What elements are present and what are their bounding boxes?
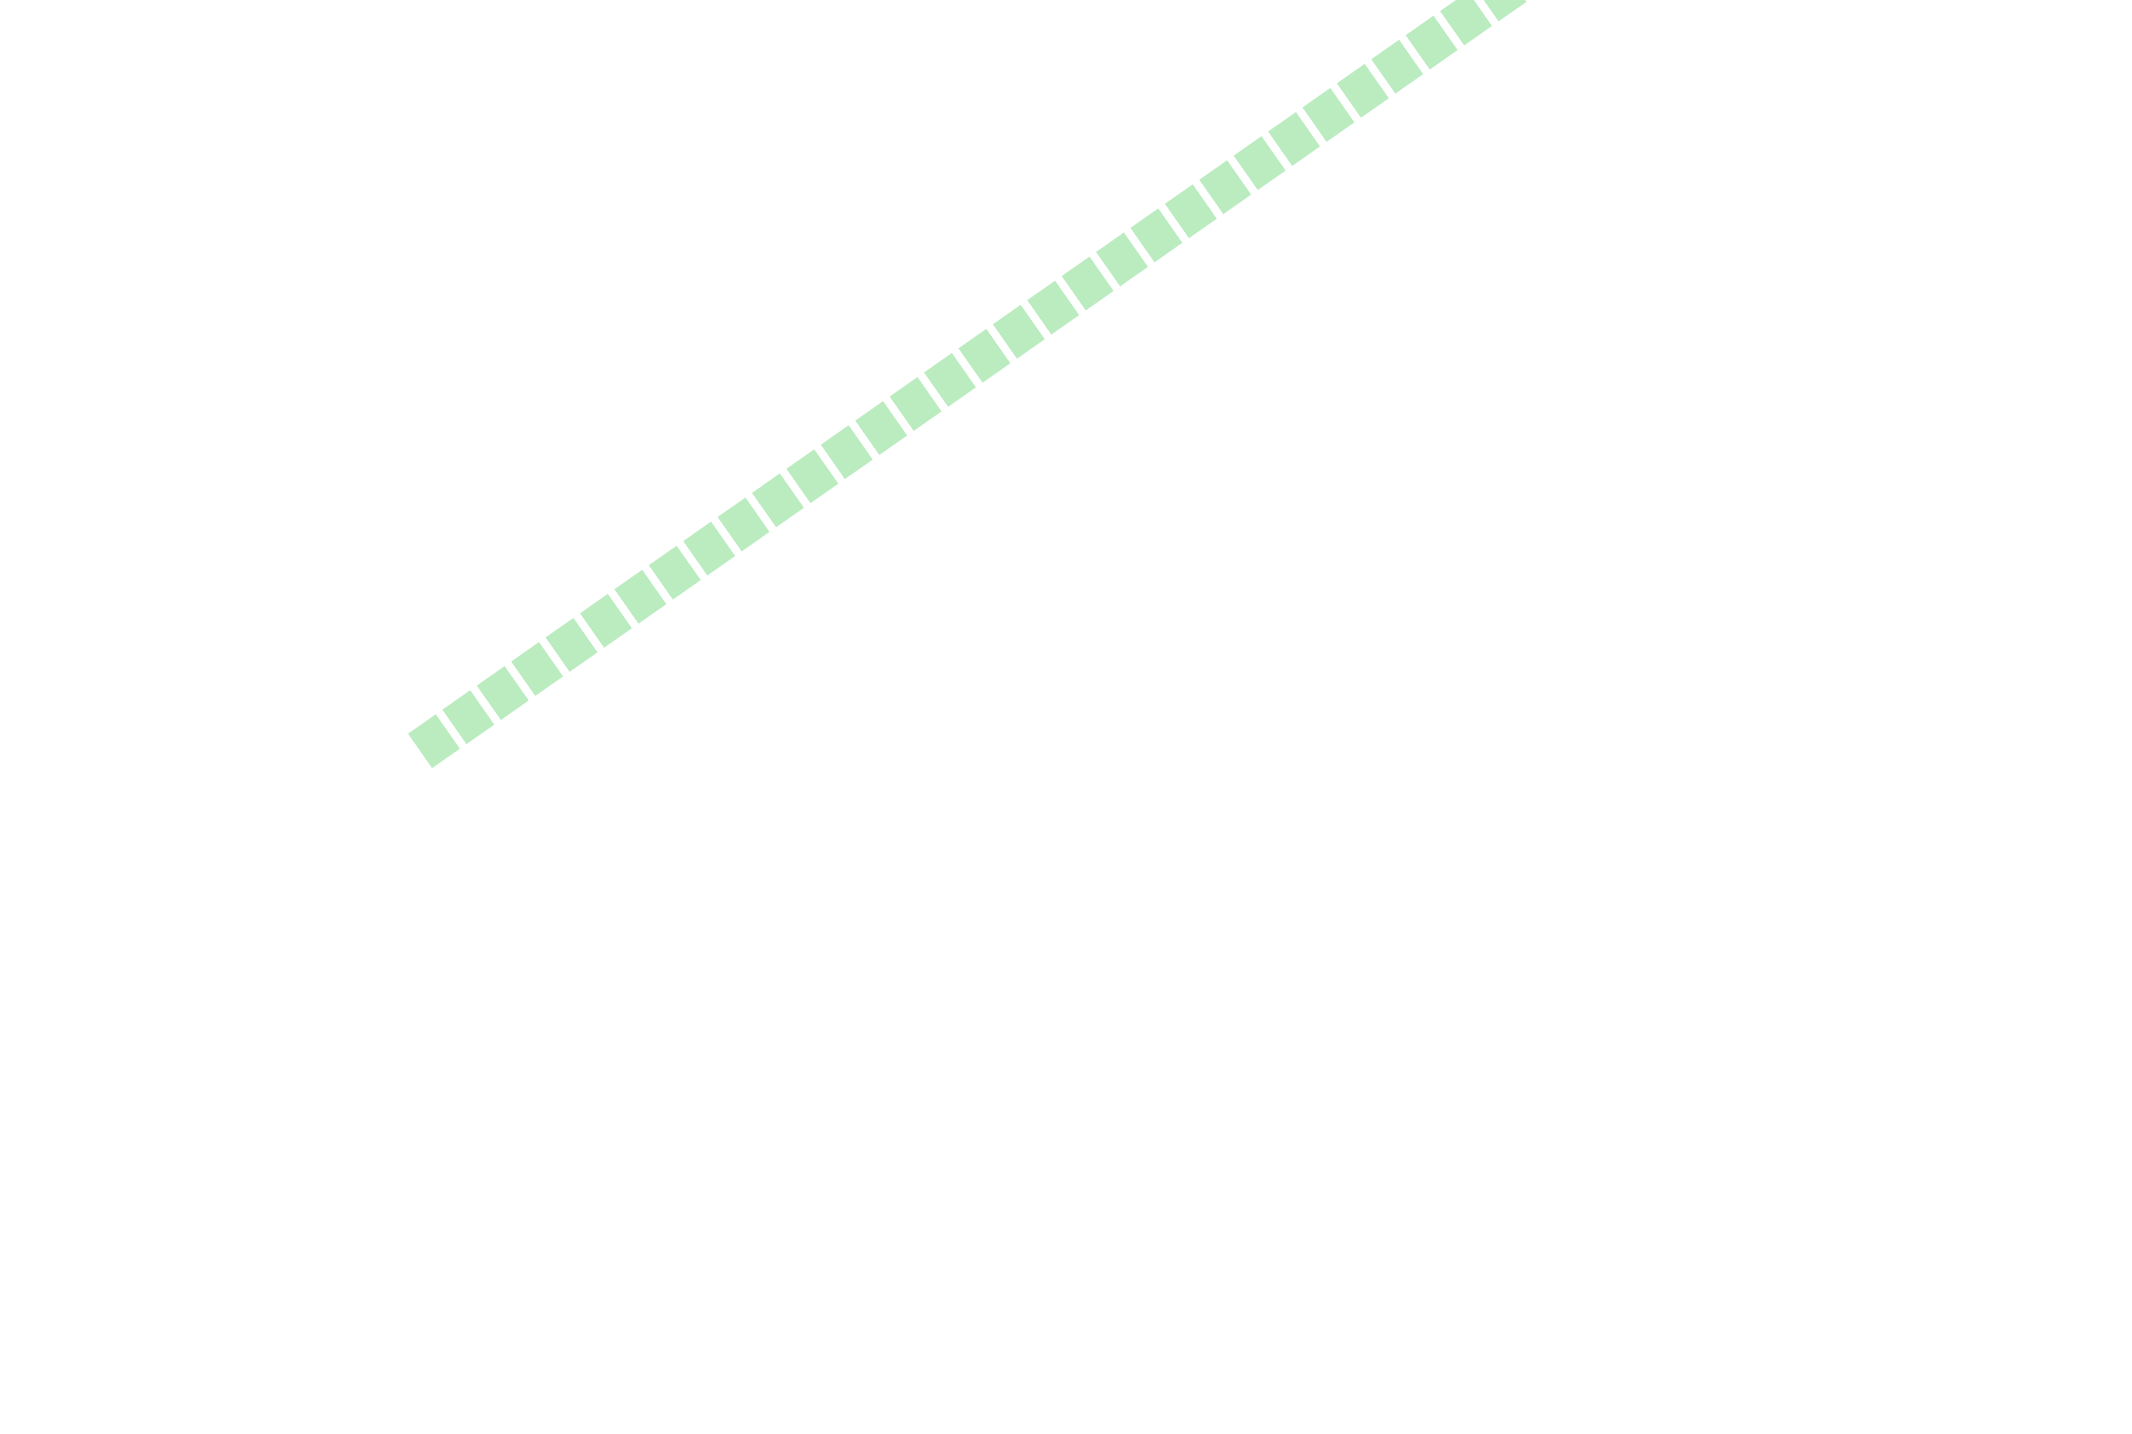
- watermark: [408, 0, 1628, 768]
